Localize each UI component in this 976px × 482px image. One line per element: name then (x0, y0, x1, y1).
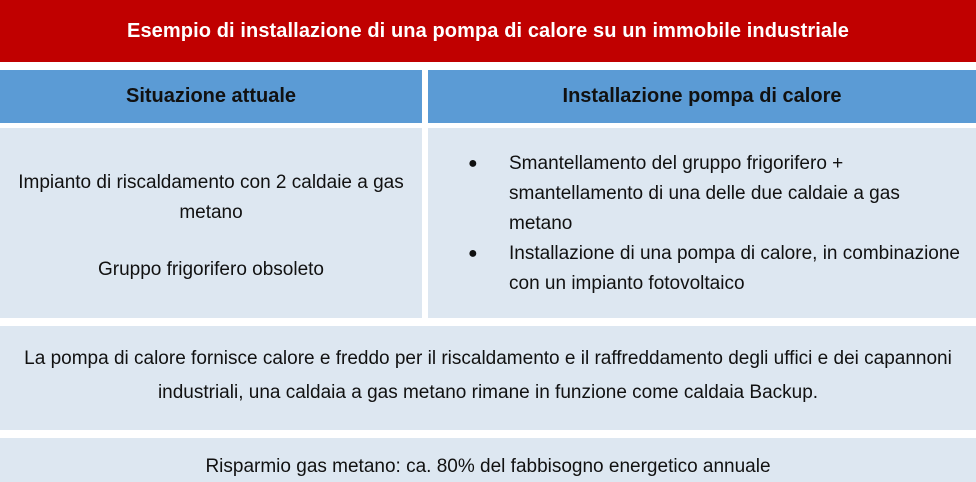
list-item-text: Installazione di una pompa di calore, in combinazione con un impianto fotovoltaico (509, 243, 960, 294)
column-header-heat-pump-text: Installazione pompa di calore (562, 85, 842, 107)
savings-text: Risparmio gas metano: ca. 80% del fabbisogno energetico annuale (205, 456, 771, 477)
list-item (468, 149, 968, 239)
bullet-icon: ● (468, 245, 478, 262)
list-item (468, 239, 968, 299)
column-header-current (0, 70, 422, 123)
column-header-current-text: Situazione attuale (125, 85, 297, 107)
current-heating-text: Impianto di riscaldamento con 2 caldaie a gas metano (18, 172, 404, 223)
description-note-text: La pompa di calore fornisce calore e freddo per il riscaldamento e il raffreddamento degli uffici e dei capannoni industriali, una caldaia a gas metano rimane in funzione come caldaia Backup. (24, 348, 952, 403)
heat-pump-installation-cell (428, 128, 976, 318)
savings-row (0, 438, 976, 482)
bullet-icon: ● (468, 155, 478, 172)
description-note (0, 326, 976, 430)
table-title-text: Esempio di installazione di una pompa di calore su un immobile industriale (127, 19, 849, 42)
table-title (0, 0, 976, 62)
list-item-text: Smantellamento del gruppo frigorifero + smantellamento di una delle due caldaie a gas metano (509, 153, 900, 234)
column-header-heat-pump (428, 70, 976, 123)
installation-bullet-list (468, 149, 968, 299)
current-situation-cell (0, 128, 422, 318)
current-chiller-text: Gruppo frigorifero obsoleto (97, 259, 324, 280)
